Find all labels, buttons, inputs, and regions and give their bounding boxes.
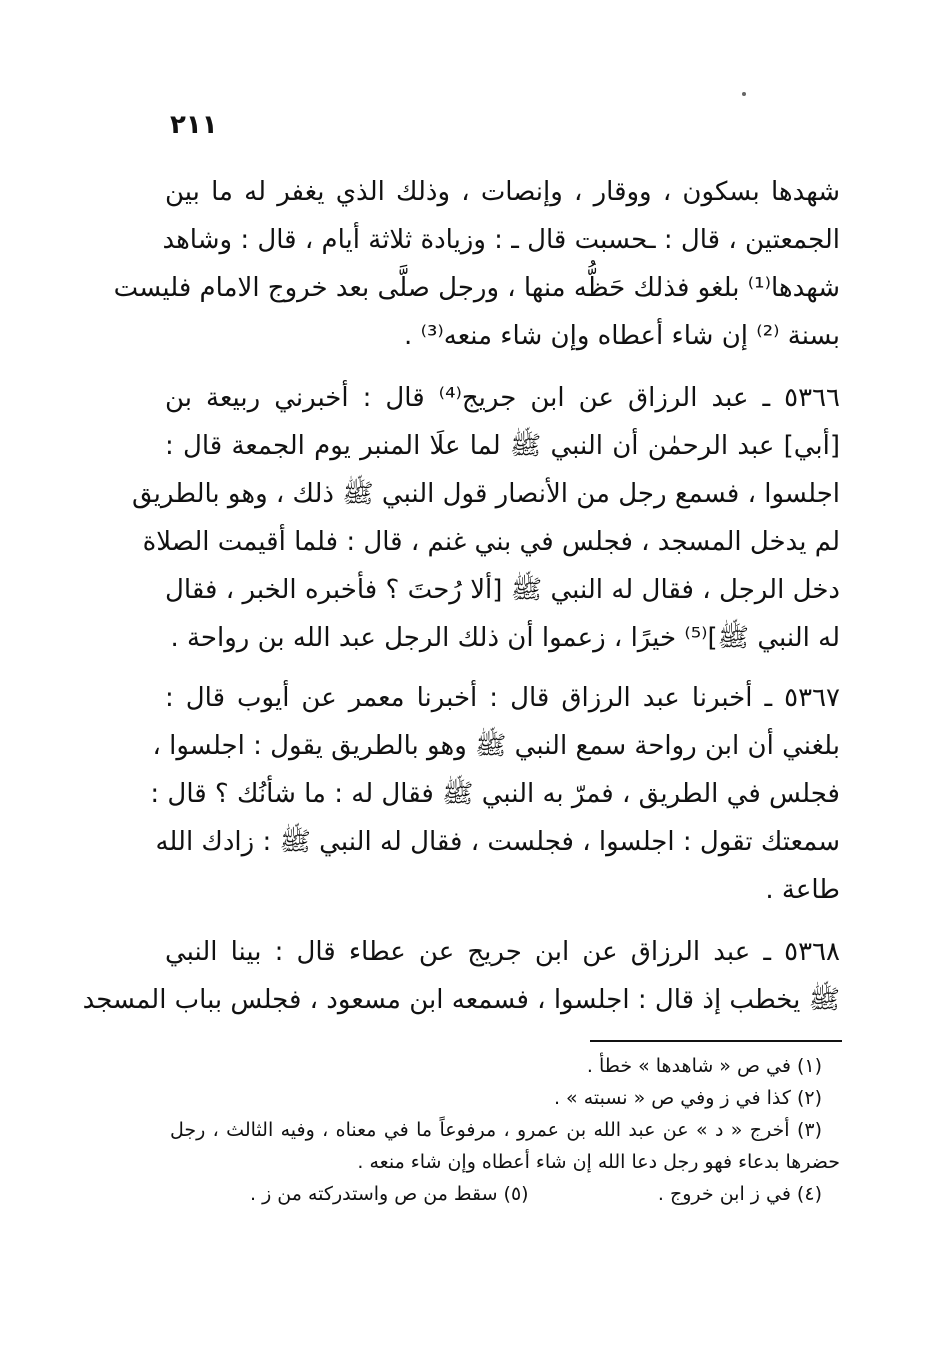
text-line: شهدها⁽¹⁾ بلغو فذلك حَظُّه منها ، ورجل صلَّى بعد خروج الامام فليست [113, 273, 840, 303]
footnote-row-4-5 [170, 1178, 840, 1210]
text-line: بسنة ⁽²⁾ إن شاء أعطاه وإن شاء منعه⁽³⁾ . [404, 321, 840, 351]
footnote-5: (٥) سقط من ص واستدركته من ز . [250, 1183, 529, 1205]
text-line: لم يدخل المسجد ، فجلس في بني غنم ، قال : فلما أقيمت الصلاة [142, 527, 840, 557]
footnote-3-continuation: حضرها بدعاء فهو رجل دعا الله إن شاء أعطاه وإن شاء منعه . [357, 1151, 840, 1173]
scan-speck [742, 92, 746, 96]
paragraph-continuation [113, 168, 840, 360]
footnote-1: (١) في ص « شاهدها » خطأ . [586, 1055, 822, 1077]
footnote-separator [590, 1040, 842, 1042]
text-line: بلغني أن ابن رواحة سمع النبي ﷺ وهو بالطريق يقول : اجلسوا ، [152, 731, 840, 761]
text-line: ٥٣٦٦ ـ عبد الرزاق عن ابن جريج⁽⁴⁾ قال : أخبرني ربيعة بن [165, 383, 840, 413]
text-line: الجمعتين ، قال : ـحسبت قال ـ : وزيادة ثلاثة أيام ، قال : وشاهد [162, 225, 840, 255]
footnotes [170, 1050, 840, 1210]
hadith-5367 [150, 674, 840, 914]
footnote-2: (٢) كذا في ز وفي ص « نسبته » . [553, 1087, 822, 1109]
text-line: طاعة . [765, 875, 840, 905]
page-number: ٢١١ [170, 110, 218, 140]
text-line: اجلسوا ، فسمع رجل من الأنصار قول النبي ﷺ ذلك ، وهو بالطريق [131, 479, 840, 509]
text-line: ﷺ يخطب إذ قال : اجلسوا ، فسمعه ابن مسعود ، فجلس بباب المسجد [82, 985, 840, 1015]
hadith-5368 [82, 928, 840, 1024]
text-line: ٥٣٦٨ ـ عبد الرزاق عن ابن جريج عن عطاء قال : بينا النبي [165, 937, 840, 967]
text-line: فجلس في الطريق ، فمرّ به النبي ﷺ فقال له : ما شأنُك ؟ قال : [150, 779, 840, 809]
text-line: شهدها بسكون ، ووقار ، وإنصات ، وذلك الذي يغفر له ما بين [165, 177, 840, 207]
text-line: [أبي] عبد الرحمٰن أن النبي ﷺ لما علَا المنبر يوم الجمعة قال : [165, 431, 840, 461]
text-line: سمعتك تقول : اجلسوا ، فجلست ، فقال له النبي ﷺ : زادك الله [155, 827, 840, 857]
text-line: له النبي ﷺ]⁽⁵⁾ خيرًا ، زعموا أن ذلك الرجل عبد الله بن رواحة . [170, 623, 840, 653]
text-line: دخل الرجل ، فقال له النبي ﷺ [ألا رُحتَ ؟ فأخبره الخبر ، فقال [165, 575, 840, 605]
hadith-5366 [131, 374, 840, 662]
footnote-3: (٣) أخرج « د » عن عبد الله بن عمرو ، مرفوعاً ما في معناه ، وفيه الثالث ، رجل [170, 1119, 822, 1141]
text-line: ٥٣٦٧ ـ أخبرنا عبد الرزاق قال : أخبرنا معمر عن أيوب قال : [165, 683, 840, 713]
footnote-4: (٤) في ز ابن خروج . [657, 1183, 822, 1205]
